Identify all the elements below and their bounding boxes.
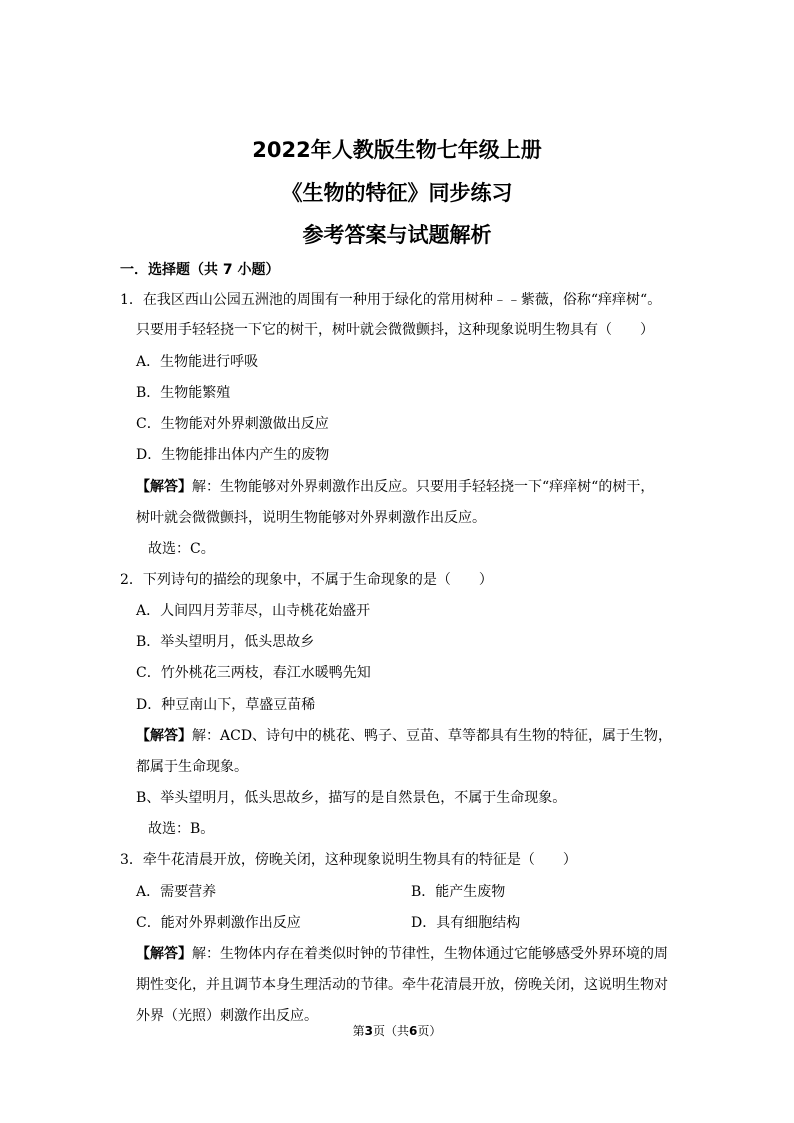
q3-stem-line-1: 3．牵牛花清晨开放，傍晚关闭，这种现象说明生物具有的特征是（ ） bbox=[120, 852, 577, 868]
q3-answer-line-2: 期性变化，并且调节本身生理活动的节律。牵牛花清晨开放，傍晚关闭，这说明生物对 bbox=[136, 977, 668, 993]
q3-answer-tag: 【解答】 bbox=[136, 946, 192, 962]
q3-option-d: D．具有细胞结构 bbox=[411, 915, 521, 931]
doc-subtitle: 《生物的特征》同步练习 bbox=[281, 181, 513, 205]
q1-option-b: B．生物能繁殖 bbox=[136, 385, 231, 401]
q3-answer-line-3: 外界（光照）刺激作出反应。 bbox=[136, 1008, 318, 1024]
q3-option-a: A．需要营养 bbox=[136, 884, 217, 900]
q1-answer-tag: 【解答】 bbox=[136, 479, 192, 495]
page-total: 6 bbox=[409, 1024, 418, 1038]
q2-stem-line-1: 2．下列诗句的描绘的现象中，不属于生命现象的是（ ） bbox=[120, 572, 493, 588]
q2-option-a: A．人间四月芳菲尽，山寺桃花始盛开 bbox=[136, 603, 371, 619]
q1-answer-line-2: 树叶就会微微颤抖，说明生物能够对外界刺激作出反应。 bbox=[136, 510, 486, 526]
q1-option-d: D．生物能排出体内产生的废物 bbox=[136, 447, 330, 463]
q2-option-c: C．竹外桃花三两枝，春江水暖鸭先知 bbox=[136, 665, 371, 681]
q2-option-b: B．举头望明月，低头思故乡 bbox=[136, 634, 315, 650]
q2-choice: 故选：B。 bbox=[148, 821, 215, 837]
section-heading: 一．选择题（共 7 小题） bbox=[120, 262, 280, 278]
q1-choice: 故选：C。 bbox=[148, 541, 215, 557]
q1-stem-line-1: 1．在我区西山公园五洲池的周围有一种用于绿化的常用树种﹣﹣紫薇，俗称“痒痒树“。 bbox=[120, 292, 662, 308]
q2-option-d: D．种豆南山下，草盛豆苗稀 bbox=[136, 697, 316, 713]
q2-answer-line-2: 都属于生命现象。 bbox=[136, 759, 248, 775]
q1-option-c: C．生物能对外界刺激做出反应 bbox=[136, 416, 329, 432]
q2-answer-line-3: B、举头望明月，低头思故乡，描写的是自然景色，不属于生命现象。 bbox=[136, 790, 567, 806]
q2-answer-line-1: 【解答】解：ACD、诗句中的桃花、鸭子、豆苗、草等都具有生物的特征，属于生物， bbox=[136, 728, 673, 744]
doc-title: 2022年人教版生物七年级上册 bbox=[252, 138, 542, 162]
page-footer: 第3页（共6页） bbox=[352, 1024, 442, 1038]
q3-answer-line-1: 【解答】解：生物体内存在着类似时钟的节律性，生物体通过它能够感受外界环境的周 bbox=[136, 946, 668, 962]
q3-option-c: C．能对外界刺激作出反应 bbox=[136, 915, 301, 931]
q1-answer-line-1: 【解答】解：生物能够对外界刺激作出反应。只要用手轻轻挠一下“痒痒树“的树干， bbox=[136, 479, 655, 495]
page-number: 3 bbox=[364, 1024, 373, 1038]
q3-option-b: B．能产生废物 bbox=[411, 884, 506, 900]
q2-answer-tag: 【解答】 bbox=[136, 728, 192, 744]
q1-stem-line-2: 只要用手轻轻挠一下它的树干，树叶就会微微颤抖，这种现象说明生物具有（ ） bbox=[136, 322, 654, 338]
q1-option-a: A．生物能进行呼吸 bbox=[136, 354, 259, 370]
doc-heading-answers: 参考答案与试题解析 bbox=[302, 223, 492, 247]
